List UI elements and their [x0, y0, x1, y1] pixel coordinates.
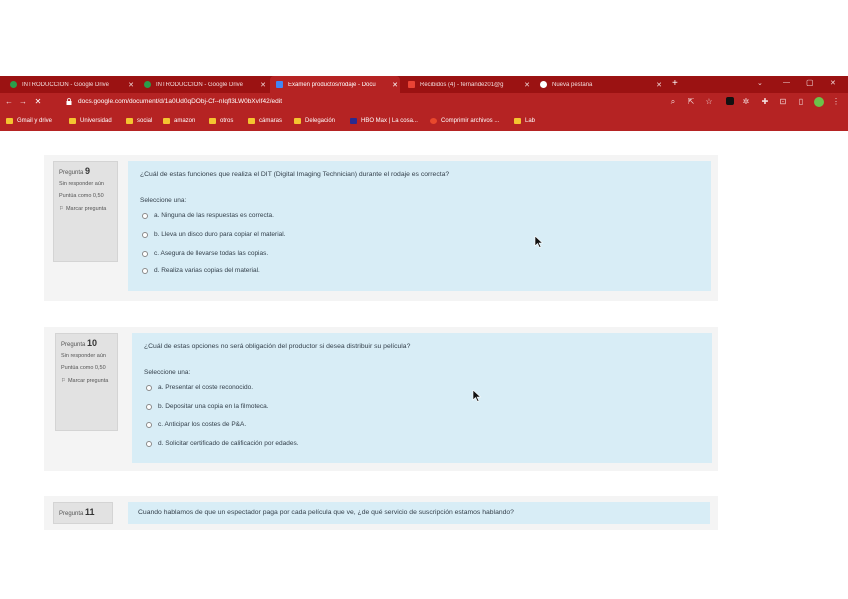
question-9-info — [53, 161, 118, 262]
option-label: c. Asegura de llevarse todas las copias. — [154, 250, 269, 257]
flag-question-link[interactable] — [59, 205, 107, 213]
tab-drive-2[interactable] — [138, 76, 268, 93]
option-b[interactable] — [146, 403, 269, 410]
question-status: Sin responder aún — [61, 353, 106, 359]
option-c[interactable] — [142, 250, 268, 257]
option-c[interactable] — [146, 421, 246, 428]
zoom-icon[interactable]: ⌕ — [670, 97, 676, 106]
close-icon[interactable]: ✕ — [524, 81, 530, 89]
tab-label: INTRODUCCIÓN - Google Drive — [22, 81, 110, 88]
bookmark-label: amazon — [174, 118, 196, 124]
select-prompt: Seleccione una: — [140, 197, 187, 204]
bookmark-hbo[interactable] — [350, 116, 418, 126]
question-number-label: Pregunta — [61, 342, 86, 348]
toolbar — [0, 93, 848, 111]
bookmark-universidad[interactable] — [69, 116, 112, 126]
tab-gmail[interactable] — [402, 76, 532, 93]
select-prompt: Seleccione una: — [144, 369, 191, 376]
folder-icon — [209, 118, 216, 124]
bookmark-gmail-drive[interactable] — [6, 116, 52, 126]
tab-label: Examen productos/rodaje - Docu — [288, 81, 376, 88]
question-number-value: 9 — [85, 166, 91, 176]
tab-search-icon[interactable]: ⌄ — [757, 80, 763, 87]
question-number-value: 11 — [85, 507, 95, 517]
question-11-content — [128, 502, 710, 524]
option-label: b. Lleva un disco duro para copiar el material. — [154, 231, 286, 238]
question-number — [61, 339, 112, 349]
tab-label: Recibidos (4) - fernandez01@g — [420, 81, 504, 88]
flag-icon: ⚐ — [59, 206, 64, 212]
radio-button[interactable] — [142, 232, 148, 238]
option-a[interactable] — [146, 384, 253, 391]
bookmark-lab[interactable] — [514, 116, 535, 126]
question-score: Puntúa como 0,50 — [59, 193, 104, 199]
bookmark-label: Gmail y drive — [17, 118, 53, 124]
share-icon[interactable]: ⇱ — [687, 97, 695, 106]
close-icon[interactable]: ✕ — [656, 81, 662, 89]
new-tab-button[interactable]: + — [672, 78, 678, 89]
url-field[interactable]: docs.google.com/document/d/1a0Ud0qDObj-Cf--nIqfl3LW0bXvIf42/edit — [78, 98, 283, 105]
question-status: Sin responder aún — [59, 181, 104, 187]
question-text: ¿Cuál de estas funciones que realiza el DIT (Digital Imaging Technician) durante el rodaje es correcta? — [140, 171, 450, 178]
drive-icon — [10, 81, 17, 88]
bookmark-label: Comprimir archivos ... — [441, 118, 500, 124]
tab-label: INTRODUCCIÓN - Google Drive — [156, 81, 244, 88]
tab-label: Nueva pestaña — [552, 81, 593, 88]
bookmark-amazon[interactable] — [163, 116, 195, 126]
question-score: Puntúa como 0,50 — [61, 365, 106, 371]
extension-2-icon[interactable]: ✲ — [742, 97, 750, 106]
tab-bar — [0, 76, 848, 93]
bookmark-label: Lab — [525, 118, 536, 124]
gmail-icon — [408, 81, 415, 88]
forward-icon[interactable]: → — [19, 97, 27, 106]
question-9-content — [128, 161, 711, 291]
question-11-info — [53, 502, 113, 524]
close-icon[interactable]: ✕ — [128, 81, 134, 89]
bookmark-label: HBO Max | La cosa... — [361, 118, 418, 124]
option-label: b. Depositar una copia en la filmoteca. — [158, 403, 269, 410]
question-text: Cuando hablamos de que un espectador paga por cada película que ve, ¿de qué servicio de suscripción estamos hablando? — [138, 509, 514, 516]
folder-icon — [248, 118, 255, 124]
sidepanel-icon[interactable]: ▯ — [798, 97, 804, 106]
tab-drive-1[interactable] — [4, 76, 136, 93]
avatar[interactable] — [814, 97, 824, 107]
minimize-icon[interactable]: — — [783, 79, 790, 86]
back-icon[interactable]: ← — [5, 97, 13, 106]
radio-button[interactable] — [142, 213, 148, 219]
radio-button[interactable] — [146, 385, 152, 391]
folder-icon — [294, 118, 301, 124]
bookmark-otros[interactable] — [209, 116, 233, 126]
page-bottom — [0, 530, 848, 599]
option-label: a. Ninguna de las respuestas es correcta. — [154, 212, 274, 219]
close-window-icon[interactable]: ✕ — [830, 80, 836, 87]
hbo-icon — [350, 118, 357, 124]
compress-icon — [430, 118, 437, 124]
question-10-content — [132, 333, 712, 463]
radio-button[interactable] — [146, 441, 152, 447]
bookmark-label: otros — [220, 118, 234, 124]
drive-icon — [144, 81, 151, 88]
folder-icon — [163, 118, 170, 124]
question-number — [59, 167, 112, 177]
bookmark-social[interactable] — [126, 116, 152, 126]
lock-icon — [66, 98, 72, 105]
question-number-value: 10 — [87, 338, 98, 348]
bookmark-label: cámaras — [259, 118, 283, 124]
flag-icon: ⚐ — [61, 378, 66, 384]
question-number — [59, 508, 107, 518]
bookmarks-bar — [0, 111, 848, 131]
option-a[interactable] — [142, 212, 274, 219]
question-10-info — [55, 333, 118, 431]
tab-docs-active[interactable] — [270, 76, 400, 93]
close-icon[interactable]: ✕ — [260, 81, 266, 89]
extension-icon[interactable] — [726, 97, 734, 105]
chrome-icon — [540, 81, 547, 88]
tab-new[interactable] — [534, 76, 664, 93]
question-text: ¿Cuál de estas opciones no será obligación del productor si desea distribuir su película? — [144, 343, 411, 350]
radio-button[interactable] — [142, 251, 148, 257]
option-b[interactable] — [142, 231, 286, 238]
bookmark-camaras[interactable] — [248, 116, 282, 126]
folder-icon — [514, 118, 521, 124]
flag-question-link[interactable] — [61, 377, 109, 385]
stop-icon[interactable]: ✕ — [34, 97, 42, 106]
bookmark-label: social — [137, 118, 153, 124]
flag-label: Marcar pregunta — [65, 206, 107, 212]
star-icon[interactable]: ☆ — [705, 97, 713, 106]
flag-label: Marcar pregunta — [67, 378, 109, 384]
bookmark-delegacion[interactable] — [294, 116, 335, 126]
media-icon[interactable]: ⊡ — [779, 97, 787, 106]
mouse-cursor-icon — [534, 236, 544, 248]
option-label: d. Solicitar certificado de calificación por edades. — [158, 440, 299, 447]
folder-icon — [126, 118, 133, 124]
folder-icon — [6, 118, 13, 124]
option-d[interactable] — [142, 267, 260, 274]
option-d[interactable] — [146, 440, 299, 447]
docs-icon — [276, 81, 283, 88]
bookmark-compress[interactable] — [430, 116, 499, 126]
folder-icon — [69, 118, 76, 124]
option-label: c. Anticipar los costes de P&A. — [158, 421, 247, 428]
radio-button[interactable] — [146, 422, 152, 428]
mouse-cursor-icon — [472, 390, 482, 402]
close-icon[interactable]: ✕ — [392, 81, 398, 89]
maximize-icon[interactable]: ▢ — [806, 78, 814, 87]
menu-icon[interactable]: ⋮ — [832, 97, 840, 106]
question-number-label: Pregunta — [59, 170, 84, 176]
question-number-label: Pregunta — [59, 511, 84, 517]
radio-button[interactable] — [142, 268, 148, 274]
bookmark-label: Delegación — [305, 118, 336, 124]
option-label: a. Presentar el coste reconocido. — [158, 384, 254, 391]
radio-button[interactable] — [146, 404, 152, 410]
option-label: d. Realiza varias copias del material. — [154, 267, 260, 274]
bookmark-label: Universidad — [80, 118, 112, 124]
puzzle-icon[interactable]: ✚ — [761, 97, 769, 106]
